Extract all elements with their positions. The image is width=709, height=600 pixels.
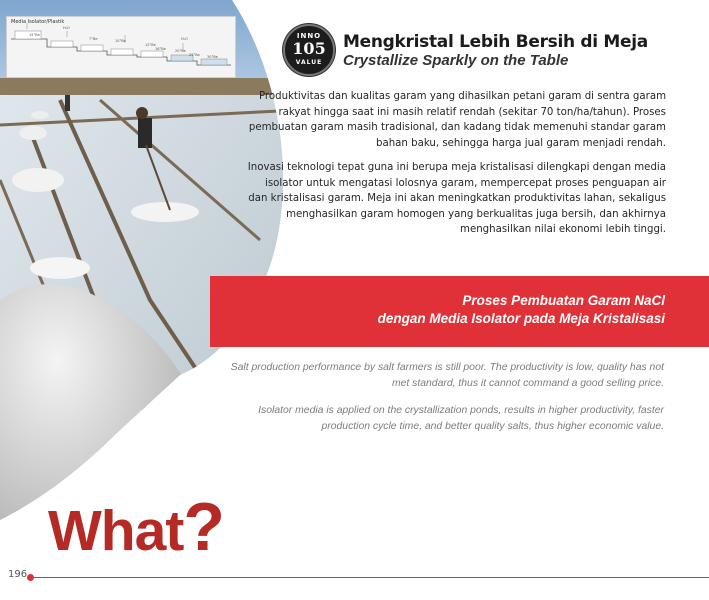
banner-line: dengan Media Isolator pada Meja Kristalisasi: [377, 311, 665, 326]
paragraph-indonesian: Inovasi teknologi tepat guna ini berupa meja kristalisasi dilengkapi dengan media isolator untuk mengatasi lolosnya garam, mempercepat proses penguapan air dan kristalisasi garam. Meja ini akan meningkatkan produktivitas lahan, sekaligus menghasilkan garam homogen yang berkualitas juga bersih, dan akhirnya menghasilkan nilai ekonomi lebih tinggi.: [247, 162, 666, 235]
question-mark: ?: [183, 489, 224, 565]
diagram-value: H₂O: [181, 37, 188, 41]
diagram-value: H₂O: [63, 26, 70, 30]
page-number: 196: [8, 569, 28, 580]
diagram-value: 20°Be: [175, 49, 186, 53]
diagram-ponds: [7, 17, 235, 77]
badge-bottom-text: VALUE: [295, 59, 323, 66]
diagram-value: 16°Be: [155, 47, 166, 51]
badge-top-text: INNO: [296, 32, 322, 40]
diagram-value: 12°Be: [145, 43, 156, 47]
isolator-diagram: [6, 16, 236, 78]
inno-value-badge: [283, 24, 335, 76]
diagram-value: 25°Be: [189, 53, 200, 57]
banner-line: Proses Pembuatan Garam NaCl: [462, 293, 665, 308]
diagram-value: 10°Be: [115, 39, 126, 43]
badge-number: 105: [292, 39, 326, 58]
process-banner: [210, 276, 709, 347]
what-heading: [48, 489, 224, 566]
footer-rule: [30, 577, 709, 578]
diagram-label: Media Isolator/Plastik: [11, 19, 65, 25]
paragraph-indonesian: Produktivitas dan kualitas garam yang dihasilkan petani garam di sentra garam rakyat hingga saat ini masih relatif rendah (sekitar 70 ton/ha/tahun). Proses pembuatan garam masih tradisional, dan kadang tidak memenuhi standar garam bahan baku, sehingga harga jual garam menjadi rendah.: [248, 91, 666, 149]
title-english: Crystallize Sparkly on the Table: [343, 52, 569, 69]
title-indonesian: Mengkristal Lebih Bersih di Meja: [343, 32, 648, 52]
paragraph-english: Salt production performance by salt farmers is still poor. The productivity is low, quality has not met standard, thus it cannot command a good selling price.: [230, 362, 664, 389]
diagram-value: 7°Be: [89, 37, 98, 41]
diagram-value: 30°Be: [207, 55, 218, 59]
footer-dot: [27, 574, 34, 581]
what-word: What: [48, 499, 184, 563]
paragraph-english: Isolator media is applied on the crystallization ponds, results in higher productivity, faster production cycle time, and better quality salts, thus higher economic value.: [258, 405, 664, 432]
diagram-value: 15°Be: [29, 33, 40, 37]
